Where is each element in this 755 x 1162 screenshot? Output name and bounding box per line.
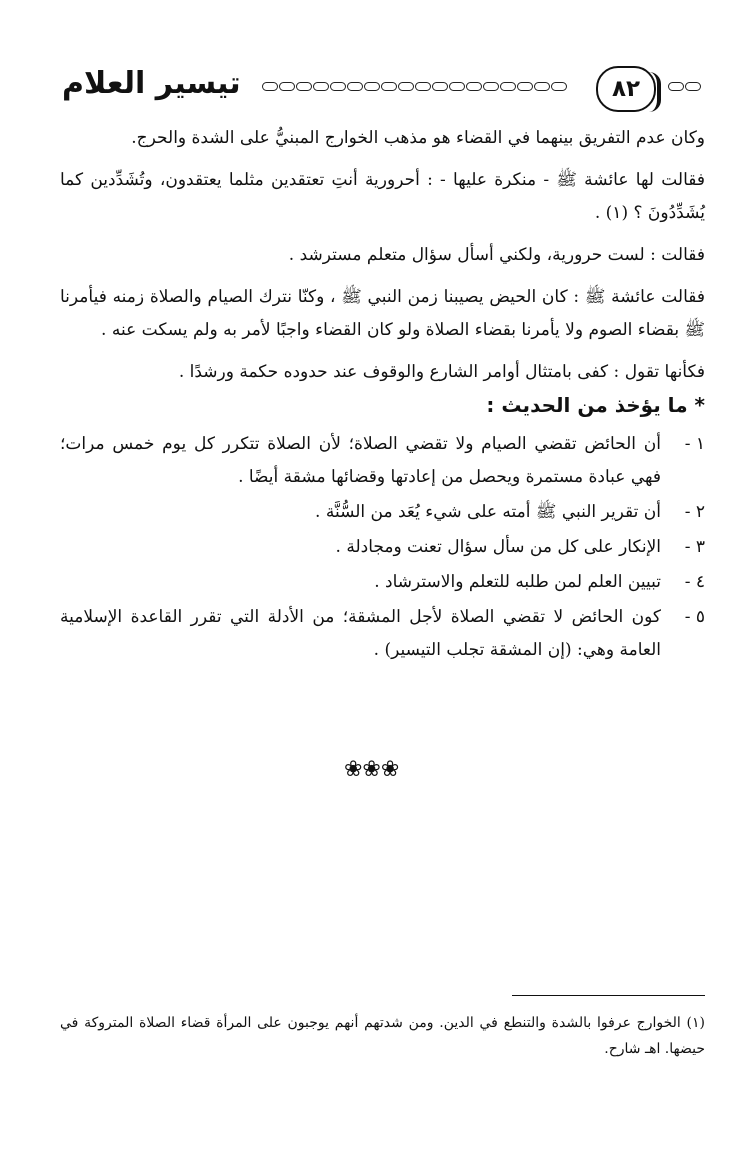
item-number: ٥ - <box>684 607 705 627</box>
main-text <box>60 122 705 669</box>
footnote: (١) الخوارج عرفوا بالشدة والتنطع في الدين. ومن شدتهم أنهم يوجبون على المرأة قضاء الصلاة المتروكة في حيضها. اهـ شارح. <box>60 1015 705 1057</box>
item-text: الإنكار على كل من سأل سؤال تعنت ومجادلة . <box>335 537 661 557</box>
item-number: ٤ - <box>684 572 705 592</box>
paragraph: فقالت عائشة ﷺ : كان الحيض يصيبنا زمن النبي ﷺ ، وكنّا نترك الصيام والصلاة زمنه فيأمرنا ﷺ بقضاء الصوم ولا يأمرنا بقضاء الصلاة ولو كان القضاء واجبًا لأمر به ولم يسكت عنه . <box>60 287 705 340</box>
book-title: تيسير العلام <box>62 66 241 101</box>
item-number: ٣ - <box>684 537 705 557</box>
paragraph: فكأنها تقول : كفى بامتثال أوامر الشارع والوقوف عند حدوده حكمة ورشدًا . <box>178 362 705 382</box>
list-item <box>60 496 705 529</box>
paragraph: فقالت لها عائشة ﷺ - منكرة عليها - : أحرورية أنتِ تعتقدين مثلما يعتقدون، وتُشَدِّدين كما يُشَدِّدُونَ ؟ (١) . <box>60 170 705 223</box>
flower-ornament-icon: ❀❀❀ <box>344 757 400 782</box>
page-number: ٨٢ <box>596 66 656 112</box>
list-item <box>60 566 705 599</box>
page-header <box>50 58 710 122</box>
list-item <box>60 531 705 564</box>
item-text: تبيين العلم لمن طلبه للتعلم والاسترشاد . <box>374 572 661 592</box>
list-item <box>60 601 705 667</box>
list-item <box>60 428 705 494</box>
decorative-chain <box>262 82 567 91</box>
item-text: أن الحائض تقضي الصيام ولا تقضي الصلاة؛ لأن الصلاة تتكرر كل يوم خمس مرات؛ فهي عبادة مستمرة ويحصل من إعادتها وقضائها مشقة أيضًا . <box>60 434 661 487</box>
paragraph: وكان عدم التفريق بينهما في القضاء هو مذهب الخوارج المبنيُّ على الشدة والحرج. <box>131 128 705 148</box>
paragraph: فقالت : لست حرورية، ولكني أسأل سؤال متعلم مسترشد . <box>288 245 705 265</box>
footnote-divider <box>512 995 705 996</box>
item-text: أن تقرير النبي ﷺ أمته على شيء يُعَد من السُّنَّة . <box>315 502 661 522</box>
item-number: ٢ - <box>684 502 705 522</box>
section-heading: * ما يؤخذ من الحديث : <box>486 393 705 417</box>
item-text: كون الحائض لا تقضي الصلاة لأجل المشقة؛ من الأدلة التي تقرر القاعدة الإسلامية العامة وهي: (إن المشقة تجلب التيسير) . <box>60 607 661 660</box>
item-number: ١ - <box>684 434 705 454</box>
decorative-chain-short <box>668 82 701 91</box>
